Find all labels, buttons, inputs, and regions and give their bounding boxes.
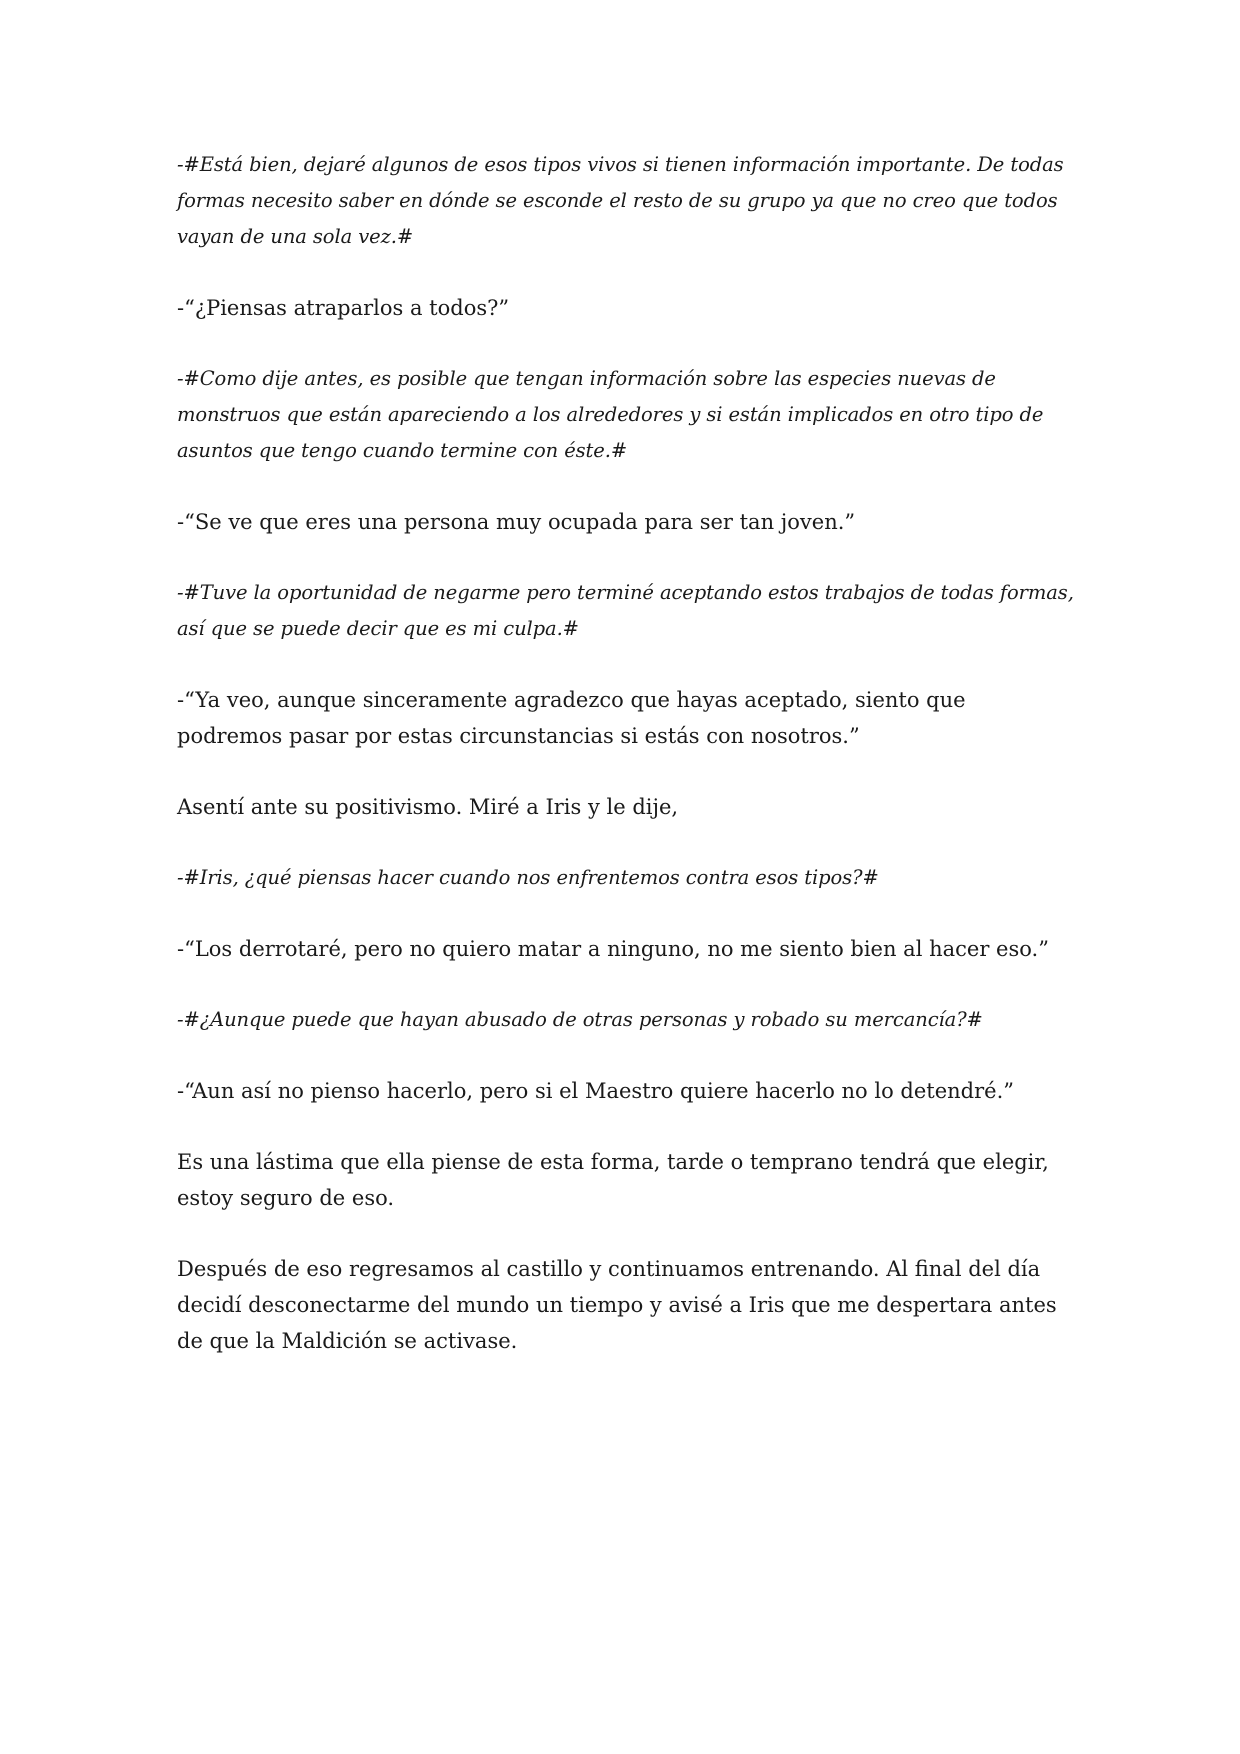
paragraph-dialogue: -“Ya veo, aunque sinceramente agradezco que hayas aceptado, siento que podremos pasar por estas circunstancias si estás con nosotros.” xyxy=(177,688,966,748)
paragraph-thought: -#Como dije antes, es posible que tengan información sobre las especies nuevas de monstruos que están apareciendo a los alrededores y si están implicados en otro tipo de asuntos que tengo cuando termine con éste.# xyxy=(177,367,1044,462)
paragraph-thought: -#¿Aunque puede que hayan abusado de otras personas y robado su mercancía?# xyxy=(177,1008,983,1031)
paragraph-thought: -#Está bien, dejaré algunos de esos tipos vivos si tienen información importante. De todas formas necesito saber en dónde se esconde el resto de su grupo ya que no creo que todos vayan de una sola vez.# xyxy=(177,153,1064,248)
paragraph-narration: Después de eso regresamos al castillo y continuamos entrenando. Al final del día decidí desconectarme del mundo un tiempo y avisé a Iris que me despertara antes de que la Maldición se activase. xyxy=(177,1257,1057,1353)
paragraph-narration: Asentí ante su positivismo. Miré a Iris y le dije, xyxy=(177,795,679,819)
paragraph-narration: Es una lástima que ella piense de esta forma, tarde o temprano tendrá que elegir, estoy seguro de eso. xyxy=(177,1150,1049,1210)
paragraph-dialogue: -“Aun así no pienso hacerlo, pero si el Maestro quiere hacerlo no lo detendré.” xyxy=(177,1079,1014,1103)
paragraph-thought: -#Tuve la oportunidad de negarme pero terminé aceptando estos trabajos de todas formas, así que se puede decir que es mi culpa.# xyxy=(177,581,1074,640)
paragraph-thought: -#Iris, ¿qué piensas hacer cuando nos enfrentemos contra esos tipos?# xyxy=(177,866,879,889)
paragraph-dialogue: -“Se ve que eres una persona muy ocupada para ser tan joven.” xyxy=(177,510,856,534)
paragraph-dialogue: -“Los derrotaré, pero no quiero matar a ninguno, no me siento bien al hacer eso.” xyxy=(177,937,1049,961)
body-text xyxy=(177,147,1077,1394)
paragraph-dialogue: -“¿Piensas atraparlos a todos?” xyxy=(177,296,510,320)
